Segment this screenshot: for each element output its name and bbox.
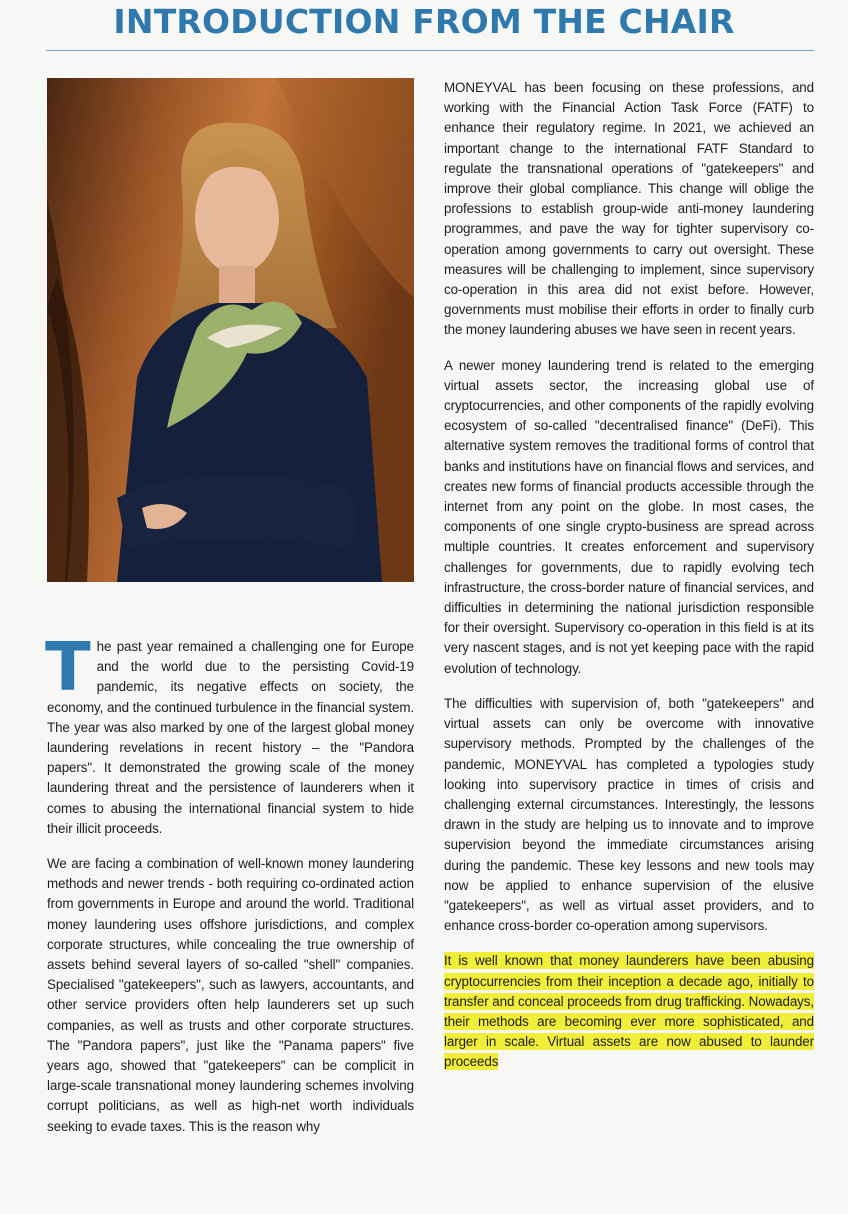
left-column [45, 628, 414, 1152]
body-paragraph: We are facing a combination of well-known money laundering methods and newer trends - both requiring co-ordinated action from governments in Europe and around the world. Traditional money laundering uses offshore jurisdictions, and complex corporate structures, while concealing the true ownership of assets behind several layers of so-called "shell" companies. Specialised "gatekeepers", such as lawyers, accountants, and other service providers often help launderers set up such companies, as well as trusts and other corporate structures. The "Pandora papers", just like the "Panama papers" five years ago, showed that "gatekeepers" can be complicit in large-scale transnational money laundering schemes involving corrupt politicians, as well as high-net worth individuals seeking to evade taxes. This is the reason why [47, 856, 414, 1134]
highlighted-text: It is well known that money launderers have been abusing cryptocurrencies from their inception a decade ago, initially to transfer and conceal proceeds from drug trafficking. Nowadays, their methods are becoming ever more sophisticated, and larger in scale. Virtual assets are now abused to launder proceeds [444, 953, 814, 1070]
title-divider [46, 50, 814, 51]
drop-cap: T [45, 628, 91, 706]
highlighted-paragraph [444, 951, 814, 1072]
body-paragraph: A newer money laundering trend is related to the emerging virtual assets sector, the increasing global use of cryptocurrencies, and other components of the rapidly evolving ecosystem of so-called "decentralised finance" (DeFi). This alternative system removes the traditional forms of control that banks and institutions have on financial flows and services, and creates new forms of financial products accessible through the internet from any point on the globe. In most cases, the components of one single crypto-business are spread across multiple countries. It creates enforcement and supervisory challenges for governments, due to rapidly evolving tech infrastructure, the cross-border nature of financial services, and difficulties in determining the national jurisdiction responsible for their oversight. Supervisory co-operation in this field is at its very nascent stages, and is not yet keeping pace with the rapid evolution of technology. [444, 357, 814, 676]
body-paragraph: The difficulties with supervision of, both "gatekeepers" and virtual assets can only be overcome with innovative supervisory methods. Prompted by the challenges of the pandemic, MONEYVAL has completed a typologies study looking into supervisory practice in times of crisis and challenging external circumstances. Interestingly, the lessons drawn in the study are helping us to innovate and to improve supervision beyond the immediate circumstances arising during the pandemic. These key lessons and new tools may now be applied to enhance supervision of the elusive "gatekeepers", as well as virtual asset providers, and to enhance cross-border co-operation among supervisors. [444, 695, 814, 934]
intro-text: he past year remained a challenging one for Europe and the world due to the persisting Covid-19 pandemic, its negative effects on society, the economy, and the continued turbulence in the financial system. The year was also marked by one of the largest global money laundering revelations in recent history – the "Pandora papers". It demonstrated the growing scale of the money laundering threat and the persistence of launderers when it comes to abusing the international financial system to hide their illicit proceeds. [47, 639, 414, 836]
intro-paragraph [45, 628, 414, 839]
portrait-illustration [47, 78, 414, 582]
body-paragraph: MONEYVAL has been focusing on these professions, and working with the Financial Action Task Force (FATF) to enhance their regulatory regime. In 2021, we achieved an important change to the international FATF Standard to regulate the transnational operations of "gatekeepers" and improve their global compliance. This change will oblige the professions to establish group-wide anti-money laundering programmes, and pave the way for tighter supervisory co-operation among governments to carry out oversight. These measures will be challenging to implement, since supervisory co-operation in this area did not exist before. However, governments must mobilise their efforts in order to finally curb the money laundering abuses we have seen in recent years. [444, 80, 814, 338]
page-title: INTRODUCTION FROM THE CHAIR [113, 2, 735, 41]
right-column [444, 78, 814, 1088]
portrait-photo [47, 78, 414, 582]
